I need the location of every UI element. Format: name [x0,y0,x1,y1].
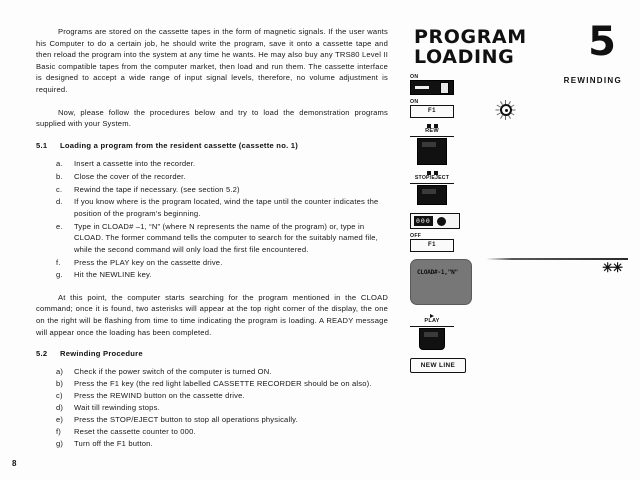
section-5-2-heading [36,349,388,358]
list-item [36,426,388,437]
stop-eject-button-icon[interactable] [417,185,447,205]
loading-asterisks: ✳✳ [602,260,622,275]
list-item-text: Press the STOP/EJECT button to stop all operations physically. [74,414,298,424]
rewind-button-icon[interactable] [417,138,447,165]
play-button-icon[interactable] [419,328,445,350]
stop-eject-button-group [410,169,454,205]
section-5-1-number: 5.1 [36,140,48,150]
list-item-text: If you know where is the program located, wind the tape until the counter indicates the position of the program's beginning. [74,197,379,218]
list-item-text: Press the REWIND button on the cassette drive. [74,391,245,400]
list-item-marker: a) [56,367,64,377]
f1-off-label: OFF [410,233,422,239]
list-item-text: Turn off the F1 button. [74,438,153,448]
power-switch-group [410,74,490,95]
list-item-text: Close the cover of the recorder. [74,171,186,181]
f1-key-on[interactable]: F1 [410,105,454,118]
list-item-marker: e) [56,414,64,424]
list-item-marker: c) [56,391,63,400]
section-5-2-title: Rewinding Procedure [60,349,143,359]
list-item [36,402,388,413]
volume-knob-icon [496,100,516,120]
play-button-label: PLAY [424,318,440,324]
list-item-marker: b) [56,379,64,389]
list-item [36,158,388,169]
list-item [36,184,388,195]
list-item-marker: e. [56,221,63,231]
list-item-marker: g) [56,438,64,448]
paragraph-follow-procedures: Now, please follow the procedures below and try to load the demonstration programs supplied with your System. [36,107,388,129]
paragraph-searching: At this point, the computer starts searching for the program mentioned in the CLOAD command; once it is found, two asterisks will appear at the top right corner of the display, the one on the right will be flashing from time to time indicating the program is loading. A READY message will appear once the loading has been completed. [36,292,388,337]
list-item-text: Wait till rewinding stops. [74,402,160,412]
chapter-number: 5 [588,19,616,65]
crt-screen-group [410,259,490,305]
tape-counter-group [410,213,490,229]
list-item [36,378,388,389]
list-item [36,196,388,219]
list-item-marker: c. [56,184,63,194]
list-item-text: Rewind the tape if necessary. (see section 5.2) [74,184,240,194]
list-item-text: Reset the cassette counter to 000. [74,426,196,436]
list-item-text: Press the PLAY key on the cassette drive. [74,257,223,267]
newline-key-group [410,358,490,373]
f1-on-group [410,99,490,118]
tape-counter-value: 000 [416,217,431,225]
power-switch-label: ON [410,74,419,80]
stop-eject-button-label: STOP/EJECT [414,175,450,181]
chapter-subtitle: REWINDING [563,76,622,85]
f1-key-off[interactable]: F1 [410,239,454,252]
list-item-marker: f) [56,426,61,436]
list-item [36,438,388,449]
section-5-2-list [36,366,388,449]
chapter-title-line-1: PROGRAM [414,26,527,48]
procedure-diagram-column [410,74,490,377]
list-item [36,366,388,377]
list-item-marker: a. [56,158,63,168]
list-item-marker: g. [56,270,63,280]
list-item-marker: f. [56,257,61,267]
chapter-title-line-2: LOADING [414,46,515,68]
list-item-text: Check if the power switch of the computer is turned ON. [74,367,272,377]
f1-on-label: ON [410,99,419,105]
crt-screen-icon [410,259,472,305]
crt-screen-text: CLOAD#-1,"N" [417,269,458,276]
power-switch-icon[interactable] [410,80,454,95]
section-5-1-heading [36,141,388,150]
tape-counter-icon [410,213,460,229]
list-item [36,414,388,425]
list-item [36,390,388,401]
section-5-1-list [36,158,388,281]
rewind-button-group [410,122,454,165]
list-item-marker: b. [56,171,63,181]
list-item-text: Press the F1 key (the red light labelled CASSETTE RECORDER should be on also). [74,379,372,389]
counter-reset-knob-icon[interactable] [437,217,446,226]
list-item-text: Hit the NEWLINE key. [74,270,152,280]
paragraph-intro: Programs are stored on the cassette tapes in the form of magnetic signals. If the user wants his Computer to do a certain job, he should write the program, save it onto a cassette tape and then reload the program into the system at any time he wants. He may also buy any TRS80 Level II Basic compatible tapes from the computer market, then load and run them. The cassette interface is designed to accept a wide range of input signal levels, therefore, no volume adjustment is required. [36,27,388,94]
f1-off-group [410,233,490,252]
section-5-1-title: Loading a program from the resident cassette (cassette no. 1) [60,140,299,150]
chapter-title [414,27,527,67]
list-item [36,221,388,255]
list-item-text: Insert a cassette into the recorder. [74,158,196,168]
list-item-marker: d) [56,402,64,412]
play-button-group [410,312,454,350]
rewind-button-label: REW [425,128,439,134]
list-item [36,171,388,182]
list-item [36,269,388,280]
text-column [36,26,388,460]
section-5-2-number: 5.2 [36,349,48,359]
list-item-marker: d. [56,197,63,207]
newline-key[interactable]: NEW LINE [410,358,466,373]
page-number: 8 [12,459,17,468]
list-item [36,257,388,268]
list-item-text: Type in CLOAD# –1, “N” (where N represents the name of the program) or, type in CLOAD. The former command tells the computer to search for the suitably named file, while the second command will only load the first file encountered. [74,221,378,254]
